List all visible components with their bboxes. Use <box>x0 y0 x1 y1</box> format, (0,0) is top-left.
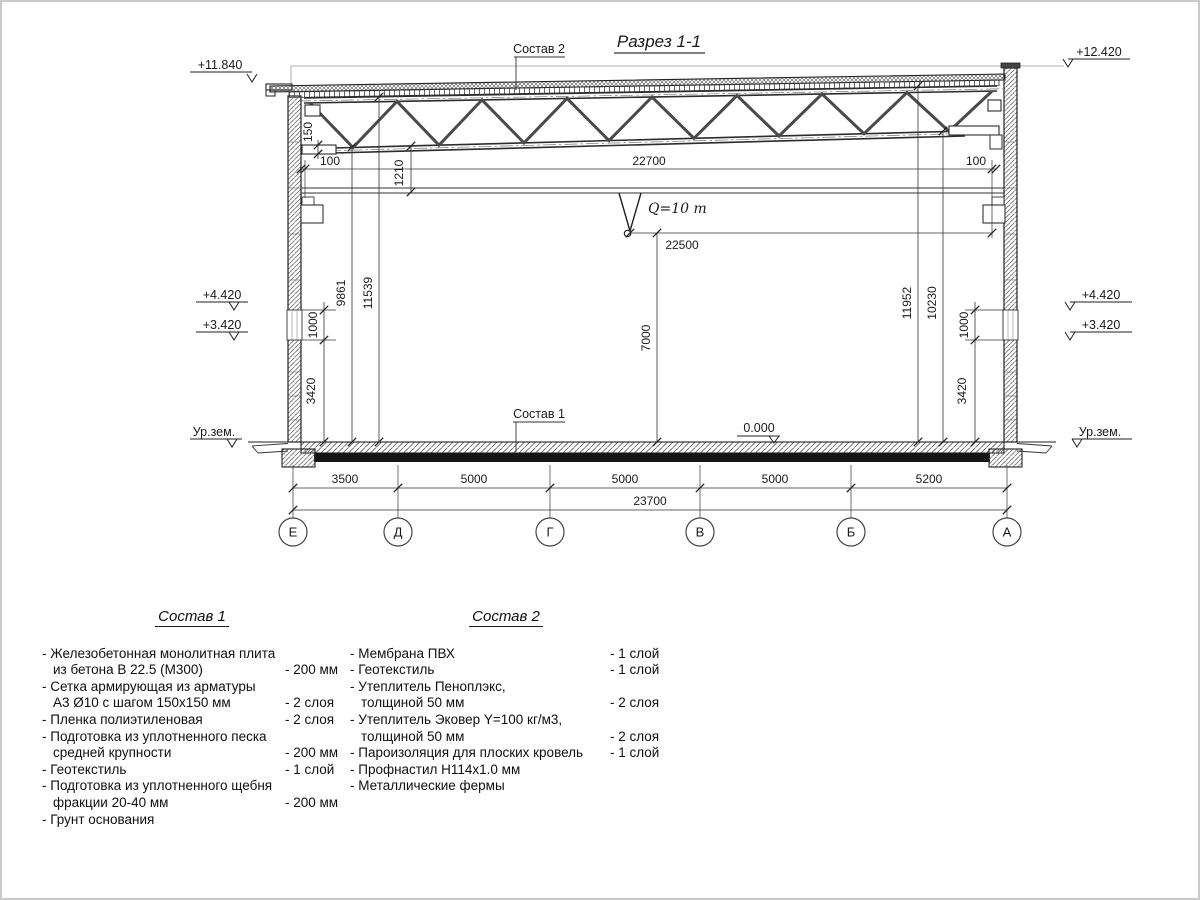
right-foundation <box>989 449 1022 467</box>
material-line: - Грунт основания <box>42 811 155 827</box>
drawing-title: Разрез 1-1 <box>616 32 702 51</box>
axis-label-V: В <box>695 524 705 540</box>
right-crane-console <box>983 205 1005 223</box>
composition-1-list <box>42 609 342 828</box>
elevation-right-4420: +4.420 <box>1081 288 1121 302</box>
dim-1000-right: 1000 <box>957 311 971 339</box>
dim-bottom-5000b: 5000 <box>611 472 639 486</box>
material-line: толщиной 50 мм - 2 слоя <box>361 695 660 711</box>
right-ground-apron <box>1017 444 1052 454</box>
floor-zero-mark: 0.000 <box>743 421 775 435</box>
dim-3420-right: 3420 <box>955 377 969 405</box>
dim-9861: 9861 <box>334 279 348 307</box>
dim-22500: 22500 <box>665 238 699 252</box>
material-line: - Утеплитель Пеноплэкс, <box>350 678 506 694</box>
material-line: - Подготовка из уплотненного щебня <box>42 778 273 794</box>
elevation-top-right: +12.420 <box>1076 45 1122 59</box>
composition-2-pointer: Состав 2 <box>513 42 565 56</box>
composition-2-title: Состав 2 <box>350 609 662 626</box>
dim-10230: 10230 <box>925 286 939 320</box>
elevation-right-3420: +3.420 <box>1081 318 1121 332</box>
floor-base-layer <box>314 453 990 462</box>
left-wall <box>288 96 301 442</box>
material-line: - Утеплитель Эковер Y=100 кг/м3, <box>350 711 563 727</box>
right-window-band <box>1003 310 1018 340</box>
steel-truss <box>298 86 1003 154</box>
material-line: - Геотекстиль - 1 слой <box>42 761 335 777</box>
composition-1-title: Состав 1 <box>42 609 342 626</box>
dim-1000-left: 1000 <box>306 311 320 339</box>
dim-bottom-5200: 5200 <box>915 472 943 486</box>
composition-1-pointer: Состав 1 <box>513 407 565 421</box>
material-line: из бетона В 22.5 (М300) - 200 мм <box>53 662 339 678</box>
material-line: фракции 20-40 мм - 200 мм <box>53 794 339 810</box>
ground-level-left: Ур.зем. <box>192 425 236 439</box>
crane-hook <box>619 193 641 237</box>
dim-bottom-5000a: 5000 <box>460 472 488 486</box>
material-line: средней крупности - 200 мм <box>53 745 339 761</box>
crane-capacity-label: Q=10 т <box>648 201 707 217</box>
section-drawing <box>2 2 1200 597</box>
dim-100-left: 100 <box>320 154 341 168</box>
dim-1210: 1210 <box>392 159 406 187</box>
roof-assembly <box>266 66 1064 98</box>
axis-circles <box>279 518 1021 546</box>
axis-label-E: Е <box>288 524 298 540</box>
dim-7000: 7000 <box>639 324 653 352</box>
dim-11952: 11952 <box>900 286 914 320</box>
dim-3420-left: 3420 <box>304 377 318 405</box>
material-line: - Металлические фермы <box>350 778 505 794</box>
axis-label-G: Г <box>546 524 554 540</box>
elevation-left-4420: +4.420 <box>202 288 242 302</box>
dim-11539: 11539 <box>361 276 375 310</box>
material-line: - Подготовка из уплотненного песка <box>42 728 267 744</box>
material-line: - Геотекстиль - 1 слой <box>350 662 660 678</box>
left-window-band <box>287 310 302 340</box>
dim-total-23700: 23700 <box>633 494 667 508</box>
dim-22700: 22700 <box>632 154 666 168</box>
elevation-left-3420: +3.420 <box>202 318 242 332</box>
dim-150: 150 <box>301 121 315 143</box>
left-ground-apron <box>252 444 288 454</box>
axis-label-D: Д <box>393 524 403 540</box>
elevation-top-left: +11.840 <box>197 58 243 72</box>
left-foundation <box>282 449 315 467</box>
left-crane-console <box>301 205 323 223</box>
floor-and-foundation <box>248 442 1056 467</box>
walls <box>287 63 1020 442</box>
material-line: - Железобетонная монолитная плита <box>42 645 276 661</box>
material-line: - Пленка полиэтиленовая - 2 слоя <box>42 711 335 727</box>
material-line: - Пароизоляция для плоских кровель - 1 слой <box>350 745 660 761</box>
axis-label-B: Б <box>846 524 856 540</box>
material-line: - Мембрана ПВХ - 1 слой <box>350 645 660 661</box>
material-line: - Профнастил Н114х1.0 мм <box>350 761 521 777</box>
material-line: толщиной 50 мм - 2 слоя <box>361 728 660 744</box>
elevation-marks <box>190 59 1132 447</box>
dim-bottom-3500: 3500 <box>331 472 359 486</box>
parapet-cap <box>1001 63 1020 68</box>
truss-right-bearing <box>949 126 999 135</box>
axis-label-A: А <box>1002 524 1012 540</box>
material-line: - Сетка армирующая из арматуры <box>42 678 256 694</box>
material-line: А3 Ø10 с шагом 150х150 мм - 2 слоя <box>53 695 335 711</box>
dim-bottom-5000c: 5000 <box>761 472 789 486</box>
composition-2-list <box>350 609 662 795</box>
floor-slab <box>301 442 1004 453</box>
leader-lines <box>513 53 705 452</box>
right-wall <box>1004 68 1017 442</box>
dim-100-right: 100 <box>965 154 987 168</box>
ground-level-right: Ур.зем. <box>1078 425 1122 439</box>
